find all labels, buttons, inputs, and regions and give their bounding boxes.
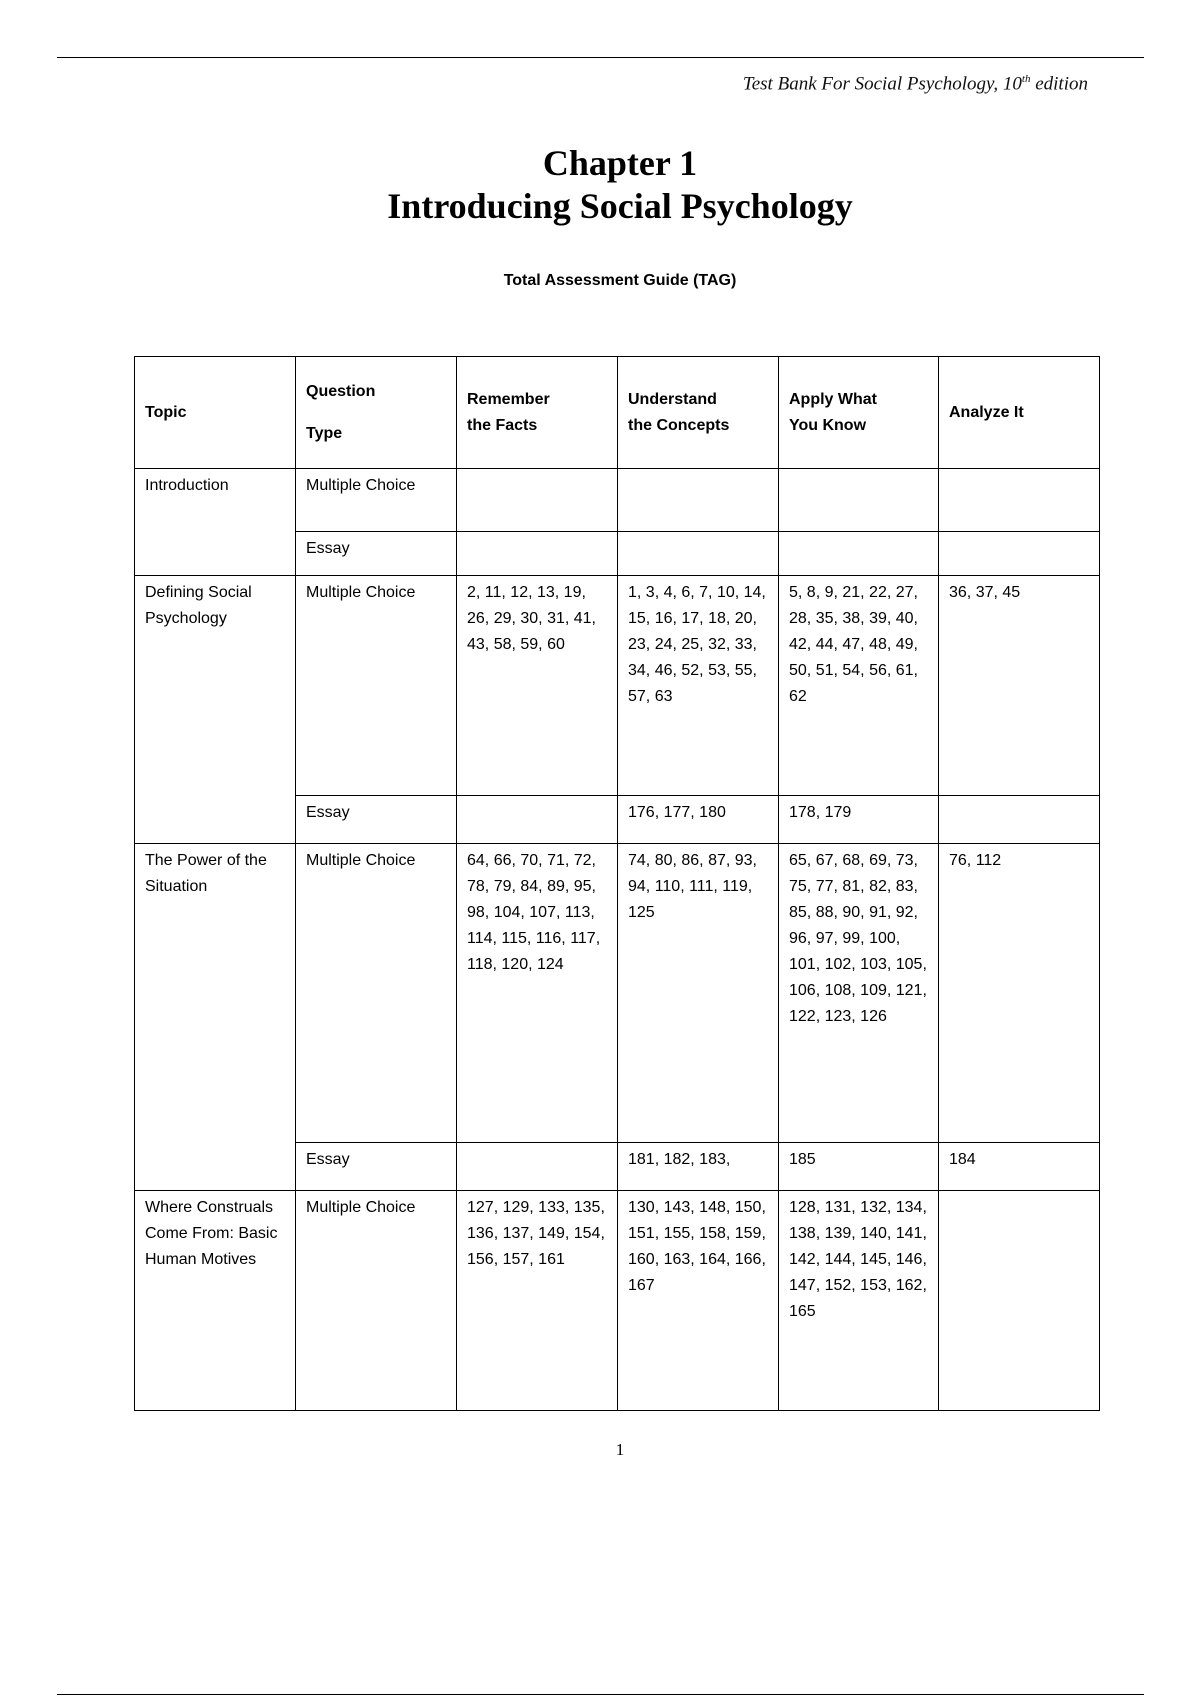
cell-understand <box>618 532 779 576</box>
cell-topic: Introduction <box>135 469 296 576</box>
chapter-name: Introducing Social Psychology <box>387 186 853 226</box>
cell-understand: 176, 177, 180 <box>618 796 779 844</box>
header-analyze: Analyze It <box>939 357 1100 469</box>
table-row <box>135 469 1100 532</box>
header-question-type-line1: Question <box>306 382 376 400</box>
cell-question-type: Multiple Choice <box>296 469 457 532</box>
cell-question-type: Multiple Choice <box>296 576 457 796</box>
cell-understand: 181, 182, 183, <box>618 1143 779 1191</box>
header-remember <box>457 357 618 469</box>
table-row <box>135 844 1100 1143</box>
table-row <box>135 576 1100 796</box>
cell-apply: 65, 67, 68, 69, 73, 75, 77, 81, 82, 83, 85, 88, 90, 91, 92, 96, 97, 99, 100, 101, 102, 103, 105, 106, 108, 109, 121, 122, 123, 126 <box>779 844 939 1143</box>
cell-analyze <box>939 1191 1100 1411</box>
cell-question-type: Multiple Choice <box>296 844 457 1143</box>
cell-understand: 74, 80, 86, 87, 93, 94, 110, 111, 119, 125 <box>618 844 779 1143</box>
header-remember-line2: the Facts <box>467 416 538 434</box>
cell-analyze <box>939 796 1100 844</box>
header-rule <box>57 57 1144 58</box>
chapter-number: Chapter 1 <box>542 143 698 183</box>
cell-analyze: 76, 112 <box>939 844 1100 1143</box>
running-head-text: Test Bank For Social Psychology, 10 <box>742 73 1022 95</box>
cell-apply: 185 <box>779 1143 939 1191</box>
cell-topic: Where Construals Come From: Basic Human Motives <box>135 1191 296 1411</box>
cell-remember: 127, 129, 133, 135, 136, 137, 149, 154, 156, 157, 161 <box>457 1191 618 1411</box>
tag-subtitle: Total Assessment Guide (TAG) <box>503 272 737 289</box>
header-question-type <box>296 357 457 469</box>
chapter-title <box>0 142 1200 228</box>
header-question-type-line2: Type <box>306 424 343 442</box>
cell-analyze <box>939 532 1100 576</box>
cell-topic: The Power of the Situation <box>135 844 296 1191</box>
cell-question-type: Essay <box>296 1143 457 1191</box>
header-understand-line1: Understand <box>628 390 717 408</box>
cell-topic: Defining Social Psychology <box>135 576 296 844</box>
footer-rule <box>57 1694 1144 1695</box>
cell-question-type: Essay <box>296 796 457 844</box>
cell-analyze: 184 <box>939 1143 1100 1191</box>
cell-understand: 130, 143, 148, 150, 151, 155, 158, 159, 160, 163, 164, 166, 167 <box>618 1191 779 1411</box>
header-apply-line2: You Know <box>789 416 867 434</box>
cell-apply: 5, 8, 9, 21, 22, 27, 28, 35, 38, 39, 40, 42, 44, 47, 48, 49, 50, 51, 54, 56, 61, 62 <box>779 576 939 796</box>
cell-understand: 1, 3, 4, 6, 7, 10, 14, 15, 16, 17, 18, 20, 23, 24, 25, 32, 33, 34, 46, 52, 53, 55, 57, 63 <box>618 576 779 796</box>
header-understand <box>618 357 779 469</box>
running-head <box>743 73 1088 95</box>
cell-apply <box>779 469 939 532</box>
cell-apply: 128, 131, 132, 134, 138, 139, 140, 141, 142, 144, 145, 146, 147, 152, 153, 162, 165 <box>779 1191 939 1411</box>
running-head-suffix: edition <box>1030 73 1088 95</box>
assessment-table <box>134 356 1100 1411</box>
page-number: 1 <box>615 1440 625 1459</box>
cell-remember: 2, 11, 12, 13, 19, 26, 29, 30, 31, 41, 43, 58, 59, 60 <box>457 576 618 796</box>
header-topic: Topic <box>135 357 296 469</box>
header-apply-line1: Apply What <box>789 390 877 408</box>
cell-remember <box>457 1143 618 1191</box>
table-row <box>135 1191 1100 1411</box>
cell-apply: 178, 179 <box>779 796 939 844</box>
header-understand-line2: the Concepts <box>628 416 730 434</box>
cell-remember <box>457 469 618 532</box>
cell-understand <box>618 469 779 532</box>
cell-remember <box>457 796 618 844</box>
header-remember-line1: Remember <box>467 390 550 408</box>
cell-apply <box>779 532 939 576</box>
cell-analyze: 36, 37, 45 <box>939 576 1100 796</box>
cell-remember: 64, 66, 70, 71, 72, 78, 79, 84, 89, 95, 98, 104, 107, 113, 114, 115, 116, 117, 118, 120, 124 <box>457 844 618 1143</box>
running-head-sup: th <box>1021 73 1031 85</box>
table-header-row <box>135 357 1100 469</box>
cell-remember <box>457 532 618 576</box>
cell-question-type: Multiple Choice <box>296 1191 457 1411</box>
cell-analyze <box>939 469 1100 532</box>
cell-question-type: Essay <box>296 532 457 576</box>
header-apply <box>779 357 939 469</box>
